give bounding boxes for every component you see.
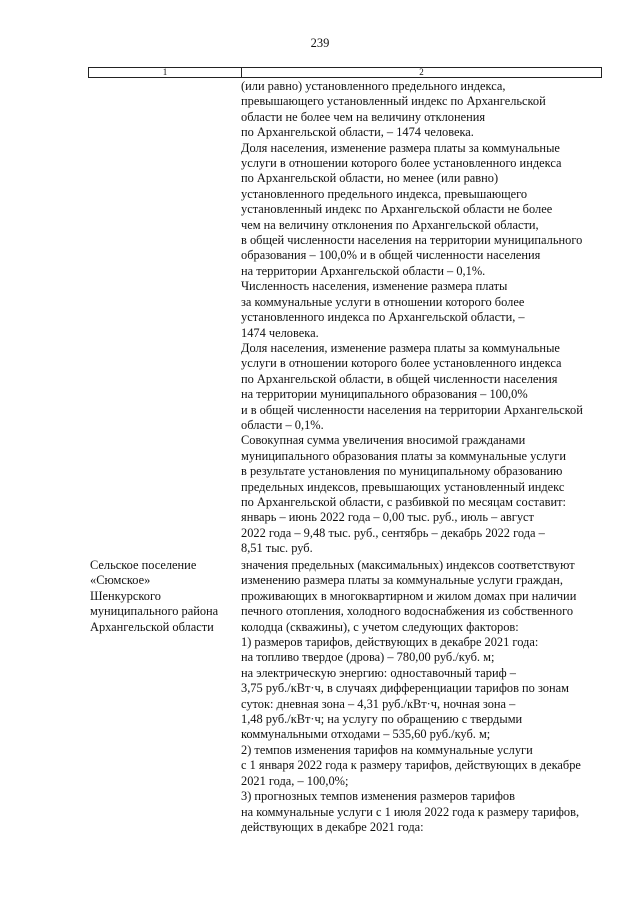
column-number-1: 1 — [89, 68, 242, 77]
column-number-2: 2 — [419, 67, 424, 77]
index-factors-text-line: 3) прогнозных темпов изменения размеров тарифов — [241, 789, 515, 804]
index-factors-text-line: на коммунальные услуги с 1 июля 2022 года к размеру тарифов, — [241, 804, 580, 819]
index-factors-text-line: на топливо твердое (дрова) – 780,00 руб./куб. м; — [241, 650, 495, 665]
indicators-text-line: установленный индекс по Архангельской области не более — [241, 202, 553, 217]
indicators-text-line: в результате установления по муниципальному образованию — [241, 464, 563, 479]
index-factors-text-line: проживающих в многоквартирном и жилом домах при наличии — [241, 588, 577, 603]
indicators-text-line: по Архангельской области, в общей численности населения — [241, 371, 558, 386]
indicators-text-line: Совокупная сумма увеличения вносимой гражданами — [241, 433, 526, 448]
indicators-text-line: установленного предельного индекса, превышающего — [241, 186, 528, 201]
indicators-text-line: образования – 100,0% и в общей численности населения — [241, 248, 541, 263]
indicators-text-line: области не более чем на величину отклонения — [241, 109, 486, 124]
indicators-text-line: за коммунальные услуги в отношении которого более — [241, 294, 525, 309]
indicators-text-line: по Архангельской области, но менее (или равно) — [241, 171, 499, 186]
indicators-text-line: 8,51 тыс. руб. — [241, 541, 313, 556]
indicators-text-line: январь – июнь 2022 года – 0,00 тыс. руб., июль – август — [241, 510, 534, 525]
index-factors-text-line: печного отопления, холодного водоснабжения из собственного — [241, 604, 574, 619]
indicators-text-line: предельных индексов, превышающих установленный индекс — [241, 479, 565, 494]
indicators-text-line: 2022 года – 9,48 тыс. руб., сентябрь – декабрь 2022 года – — [241, 525, 545, 540]
municipality-name-line: муниципального района — [90, 604, 219, 619]
indicators-text-block — [241, 79, 603, 557]
index-factors-text-line: колодца (скважины), с учетом следующих факторов: — [241, 619, 519, 634]
index-factors-text-line: 2021 года, – 100,0%; — [241, 773, 349, 788]
indicators-text-line: на территории Архангельской области – 0,1%. — [241, 263, 486, 278]
municipality-name-line: Архангельской области — [90, 619, 214, 634]
indicators-text-line: по Архангельской области, с разбивкой по месяцам составит: — [241, 494, 566, 509]
table-header-row — [88, 67, 602, 78]
index-factors-text-line: 2) темпов изменения тарифов на коммунальные услуги — [241, 742, 533, 757]
indicators-text-line: области – 0,1%. — [241, 417, 324, 432]
page-number: 239 — [310, 36, 330, 50]
indicators-text-line: услуги в отношении которого более установленного индекса — [241, 156, 562, 171]
indicators-text-line: муниципального образования платы за коммунальные услуги — [241, 448, 566, 463]
indicators-text-line: в общей численности населения на территории муниципального — [241, 233, 583, 248]
index-factors-text-line: с 1 января 2022 года к размеру тарифов, действующих в декабре — [241, 758, 581, 773]
index-factors-text-line: 1) размеров тарифов, действующих в декабре 2021 года: — [241, 635, 539, 650]
indicators-text-line: установленного индекса по Архангельской области, – — [241, 310, 525, 325]
indicators-text-line: Доля населения, изменение размера платы за коммунальные — [241, 140, 560, 155]
indicators-text-line: услуги в отношении которого более установленного индекса — [241, 356, 562, 371]
indicators-text-line: Численность населения, изменение размера платы — [241, 279, 508, 294]
indicators-text-line: превышающего установленный индекс по Архангельской — [241, 94, 546, 109]
municipality-name-line: Шенкурского — [90, 588, 161, 603]
municipality-name-line: Сельское поселение — [90, 558, 197, 572]
index-factors-text-line: 1,48 руб./кВт·ч; на услугу по обращению с твердыми — [241, 712, 523, 727]
index-factors-text-line: значения предельных (максимальных) индексов соответствуют — [241, 558, 575, 572]
indicators-text-line: по Архангельской области, – 1474 человека. — [241, 125, 474, 140]
index-factors-text-block — [241, 558, 603, 835]
indicators-text-line: Доля населения, изменение размера платы за коммунальные — [241, 340, 560, 355]
municipality-name-line: «Сюмское» — [90, 573, 151, 588]
indicators-text-line: чем на величину отклонения по Архангельской области, — [241, 217, 539, 232]
index-factors-text-line: действующих в декабре 2021 года: — [241, 819, 424, 834]
indicators-text-line: на территории муниципального образования – 100,0% — [241, 387, 528, 402]
index-factors-text-line: изменению размера платы за коммунальные услуги граждан, — [241, 573, 563, 588]
index-factors-text-line: 3,75 руб./кВт·ч, в случаях дифференциации тарифов по зонам — [241, 681, 569, 696]
index-factors-text-line: коммунальными отходами – 535,60 руб./куб. м; — [241, 727, 491, 742]
municipality-name-cell — [90, 558, 240, 635]
indicators-text-line: (или равно) установленного предельного индекса, — [241, 79, 506, 93]
index-factors-text-line: на электрическую энергию: одноставочный тариф – — [241, 665, 516, 680]
indicators-text-line: 1474 человека. — [241, 325, 319, 340]
index-factors-text-line: суток: дневная зона – 4,31 руб./кВт·ч, ночная зона – — [241, 696, 516, 711]
indicators-text-line: и в общей численности населения на территории Архангельской — [241, 402, 583, 417]
